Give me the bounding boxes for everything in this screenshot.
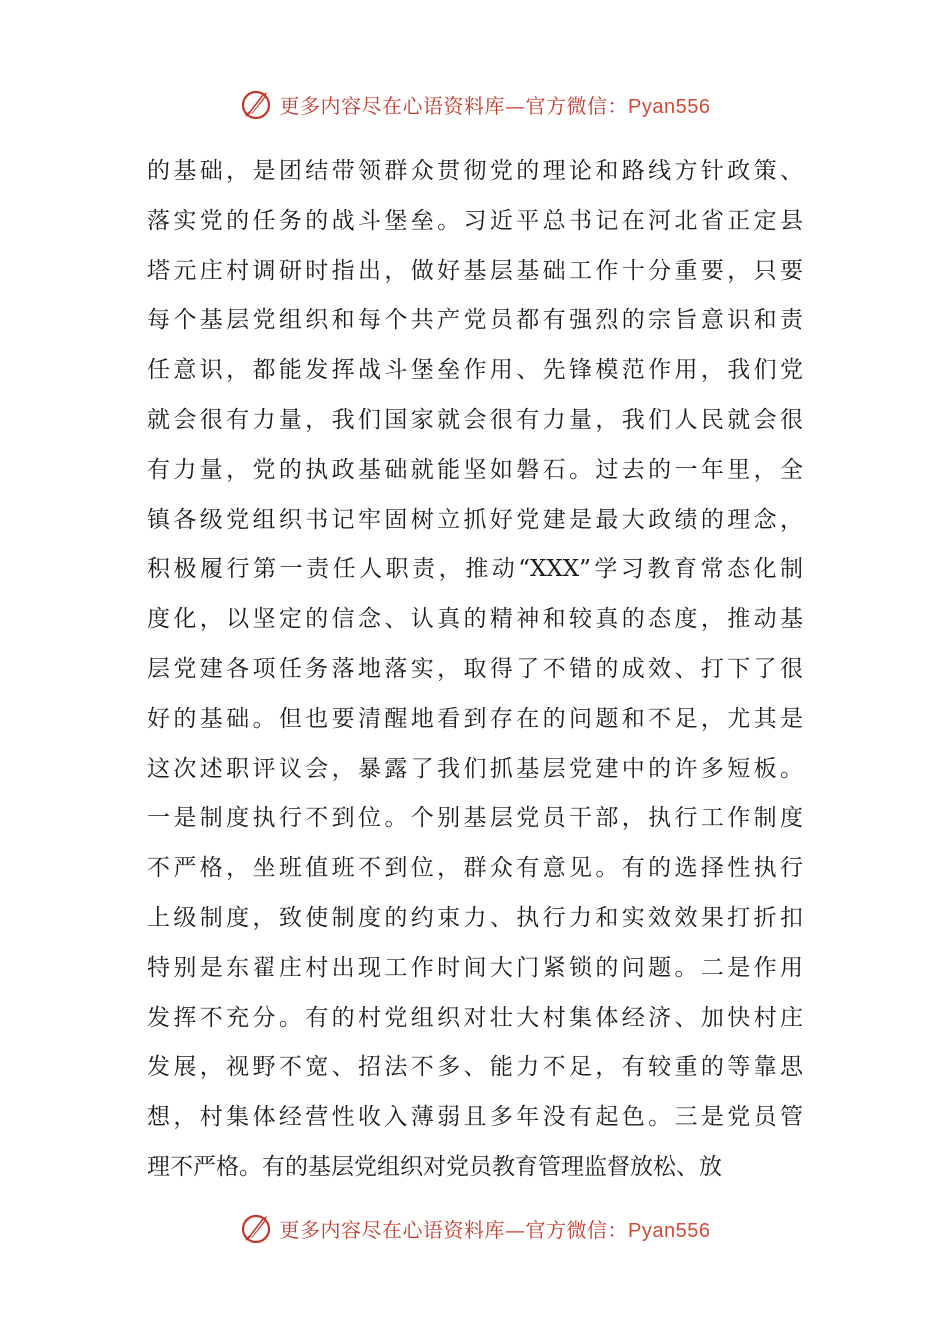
body-line: 有力量，党的执政基础就能坚如磐石。过去的一年里，全 (147, 456, 803, 483)
body-line: 度化，以坚定的信念、认真的精神和较真的态度，推动基 (147, 606, 803, 633)
body-line: 理不严格。有的基层党组织对党员教育管理监督放松、放 (147, 1153, 722, 1180)
body-line: 就会很有力量，我们国家就会很有力量，我们人民就会很 (147, 406, 803, 433)
quill-logo-icon (240, 87, 274, 121)
footer-banner (0, 1208, 950, 1248)
body-line: 任意识，都能发挥战斗堡垒作用、先锋模范作用，我们党 (147, 357, 803, 384)
body-line: 每个基层党组织和每个共产党员都有强烈的宗旨意识和责 (147, 307, 803, 334)
body-line: 特别是东翟庄村出现工作时间大门紧锁的问题。二是作用 (147, 954, 803, 981)
header-banner-content (240, 87, 711, 121)
body-line: 塔元庄村调研时指出，做好基层基础工作十分重要，只要 (147, 257, 803, 284)
footer-banner-main: 更多内容尽在心语资料库—官方微信： (279, 1217, 629, 1242)
body-line: 落实党的任务的战斗堡垒。习近平总书记在河北省正定县 (147, 207, 803, 234)
footer-banner-content (240, 1211, 711, 1245)
body-line: 想，村集体经营性收入薄弱且多年没有起色。三是党员管 (147, 1104, 803, 1131)
footer-banner-contact: Pyan556 (628, 1219, 711, 1242)
body-line: 的基础，是团结带领群众贯彻党的理论和路线方针政策、 (147, 158, 803, 184)
body-line: 不严格，坐班值班不到位，群众有意见。有的选择性执行 (147, 855, 803, 882)
header-banner-contact: Pyan556 (628, 95, 711, 118)
quill-logo-icon (240, 1211, 274, 1245)
body-line: 一是制度执行不到位。个别基层党员干部，执行工作制度 (147, 805, 803, 832)
document-body (147, 147, 803, 1193)
body-line: 积极履行第一责任人职责，推动“XXX”学习教育常态化制 (147, 556, 803, 583)
header-banner-main: 更多内容尽在心语资料库—官方微信： (279, 93, 629, 118)
header-banner (0, 84, 950, 124)
body-line: 上级制度，致使制度的约束力、执行力和实效效果打折扣 (147, 904, 803, 931)
body-line: 好的基础。但也要清醒地看到存在的问题和不足，尤其是 (147, 705, 803, 732)
body-line: 层党建各项任务落地落实，取得了不错的成效、打下了很 (147, 655, 803, 682)
body-line: 发挥不充分。有的村党组织对壮大村集体经济、加快村庄 (147, 1004, 803, 1031)
body-line: 镇各级党组织书记牢固树立抓好党建是最大政绩的理念， (147, 506, 803, 533)
footer-banner-text (280, 1214, 711, 1243)
body-line: 这次述职评议会，暴露了我们抓基层党建中的许多短板。 (147, 755, 803, 782)
body-line: 发展，视野不宽、招法不多、能力不足，有较重的等靠思 (147, 1054, 803, 1081)
header-banner-text (280, 90, 711, 119)
